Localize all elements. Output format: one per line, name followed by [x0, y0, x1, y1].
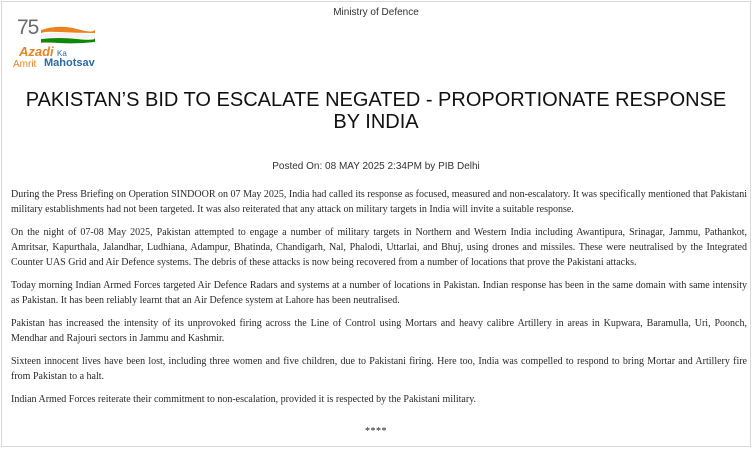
page-frame — [1, 1, 751, 447]
logo-word-azadi: Azadi — [19, 44, 54, 59]
ministry-name: Ministry of Defence — [333, 7, 419, 18]
azadi-ka-amrit-mahotsav-logo — [13, 18, 113, 78]
flag-ribbon-icon — [39, 26, 95, 46]
paragraph: Indian Armed Forces reiterate their commitment to non-escalation, provided it is respected by the Pakistani military. — [11, 394, 477, 405]
posted-on-line: Posted On: 08 MAY 2025 2:34PM by PIB Delhi — [272, 161, 480, 172]
logo-word-mahotsav: Mahotsav — [44, 57, 95, 69]
paragraph: Sixteen innocent lives have been lost, including three women and five children, due to Pakistani firing. Here too, India was compelled to respond to bring Mortar and Artillery fire from Pakistan to a halt. — [11, 356, 747, 382]
paragraph: Today morning Indian Armed Forces targeted Air Defence Radars and systems at a number of locations in Pakistan. Indian response has been in the same domain with same intensity as Pakistan. It has been reliably learnt that an Air Defence system at Lahore has been neutralised. — [11, 280, 747, 306]
article-body — [11, 187, 747, 415]
paragraph: Pakistan has increased the intensity of its unprovoked firing across the Line of Control using Mortars and heavy calibre Artillery in areas in Kupwara, Baramulla, Uri, Poonch, Mendhar and Rajouri sectors in Jammu and Kashmir. — [11, 318, 747, 344]
logo-word-ka: Ka — [57, 49, 67, 58]
page-title: PAKISTAN’S BID TO ESCALATE NEGATED - PROPORTIONATE RESPONSE BY INDIA — [25, 89, 727, 133]
logo-word-amrit: Amrit — [13, 59, 37, 70]
end-mark: **** — [365, 426, 387, 437]
paragraph: During the Press Briefing on Operation SINDOOR on 07 May 2025, India had called its response as focused, measured and non-escalatory. It was specifically mentioned that Pakistani military establishments had not been targeted. It was also reiterated that any attack on military targets in India will invite a suitable response. — [11, 189, 747, 215]
paragraph: On the night of 07-08 May 2025, Pakistan attempted to engage a number of military targets in Northern and Western India including Awantipura, Srinagar, Jammu, Pathankot, Amritsar, Kapurthala, Jalandhar, Ludhiana, Adampur, Bhatinda, Chandigarh, Nal, Phalodi, Uttarlai, and Bhuj, using drones and missiles. These were neutralised by the Integrated Counter UAS Grid and Air Defence systems. The debris of these attacks is now being recovered from a number of locations that prove the Pakistani attacks. — [11, 227, 747, 268]
logo-number: 75 — [17, 16, 39, 39]
